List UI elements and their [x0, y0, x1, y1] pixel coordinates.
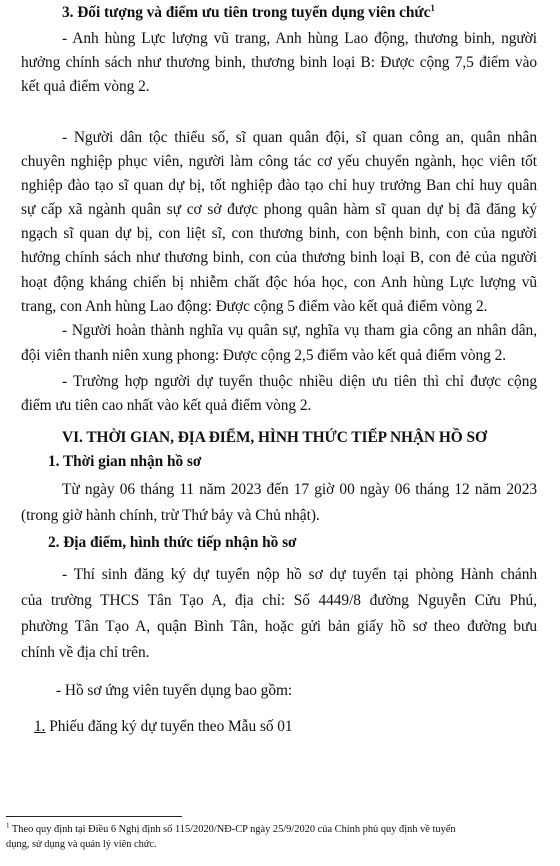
section-3-heading: [0, 2, 560, 24]
footnote-divider: [6, 816, 182, 817]
section-3-heading-text: 3. Đối tượng và điểm ưu tiên trong tuyển dụng viên chức: [62, 4, 431, 21]
paragraph-line: kết quả điểm vòng 2.: [21, 78, 150, 95]
paragraph-line: chính về địa chỉ trên.: [21, 644, 150, 661]
paragraph-line: Từ ngày 06 tháng 11 năm 2023 đến 17 giờ 00 ngày 06 tháng 12 năm 2023: [62, 481, 537, 498]
paragraph-line: hưởng chính sách như thương binh, thương binh loại B: Được cộng 7,5 điểm vào: [21, 54, 537, 71]
paragraph-line: ngạch sĩ quan dự bị, con liệt sĩ, con thương binh, con bệnh binh, con của người: [21, 225, 537, 242]
paragraph-line: phường Tân Tạo A, quận Bình Tân, hoặc gửi bản giấy hồ sơ theo đường bưu: [21, 618, 537, 635]
paragraph-line: - Thí sinh đăng ký dự tuyển nộp hồ sơ dự tuyển tại phòng Hành chánh: [62, 566, 537, 583]
paragraph-line: - Người dân tộc thiểu số, sĩ quan quân đội, sĩ quan công an, quân nhân: [62, 129, 537, 146]
paragraph-line: - Anh hùng Lực lượng vũ trang, Anh hùng Lao động, thương binh, người: [62, 30, 537, 47]
footnote-number: 1: [6, 821, 10, 830]
paragraph-line: của trường THCS Tân Tạo A, địa chỉ: Số 4449/8 đường Nguyễn Cửu Phú,: [21, 592, 537, 609]
paragraph-line: hoạt động kháng chiến bị nhiễm chất độc hóa học, con Anh hùng Lực lượng vũ: [21, 274, 537, 291]
paragraph-line: hưởng chính sách như thương binh, con của thương binh loại B, con đẻ của người: [21, 249, 537, 266]
paragraph-line: điểm ưu tiên cao nhất vào kết quả điểm vòng 2.: [21, 397, 312, 414]
section-6-heading: VI. THỜI GIAN, ĐỊA ĐIỂM, HÌNH THỨC TIẾP NHẬN HỒ SƠ: [62, 429, 487, 446]
paragraph-line: nghiệp đào tạo sĩ quan dự bị, tốt nghiệp đào tạo chỉ huy trưởng Ban chỉ huy quân: [21, 177, 537, 194]
footnote-text: Theo quy định tại Điều 6 Nghị định số 115/2020/NĐ-CP ngày 25/9/2020 của Chính phủ quy định về tuyển: [9, 824, 456, 835]
paragraph-line: chuyên nghiệp phục viên, người làm công tác cơ yếu chuyển ngành, học viên tốt: [21, 153, 537, 170]
paragraph-line: đội viên thanh niên xung phong: Được cộng 2,5 điểm vào kết quả điểm vòng 2.: [21, 347, 507, 364]
paragraph-line: sự cấp xã ngành quân sự cơ sở được phong quân hàm sĩ quan dự bị đã đăng ký: [21, 201, 537, 218]
footnote-line-1: [6, 823, 556, 836]
dossier-intro: - Hồ sơ ứng viên tuyển dụng bao gồm:: [56, 682, 293, 699]
subsection-2-heading: 2. Địa điểm, hình thức tiếp nhận hồ sơ: [48, 534, 297, 551]
footnote-line-2: dụng, sử dụng và quản lý viên chức.: [6, 839, 157, 850]
paragraph-line: (trong giờ hành chính, trừ Thứ bảy và Chủ nhật).: [21, 507, 320, 524]
paragraph-line: trang, con Anh hùng Lao động: Được cộng 5 điểm vào kết quả điểm vòng 2.: [21, 298, 488, 315]
paragraph-line: - Người hoàn thành nghĩa vụ quân sự, nghĩa vụ tham gia công an nhân dân,: [62, 322, 537, 339]
footnote-mark: 1: [430, 2, 435, 13]
dossier-item-1: [34, 716, 537, 738]
item-number: 1.: [34, 718, 46, 735]
item-text: Phiếu đăng ký dự tuyển theo Mẫu số 01: [45, 718, 293, 735]
subsection-1-heading: 1. Thời gian nhận hồ sơ: [48, 453, 202, 470]
paragraph-line: - Trường hợp người dự tuyển thuộc nhiều diện ưu tiên thì chỉ được cộng: [62, 373, 537, 390]
